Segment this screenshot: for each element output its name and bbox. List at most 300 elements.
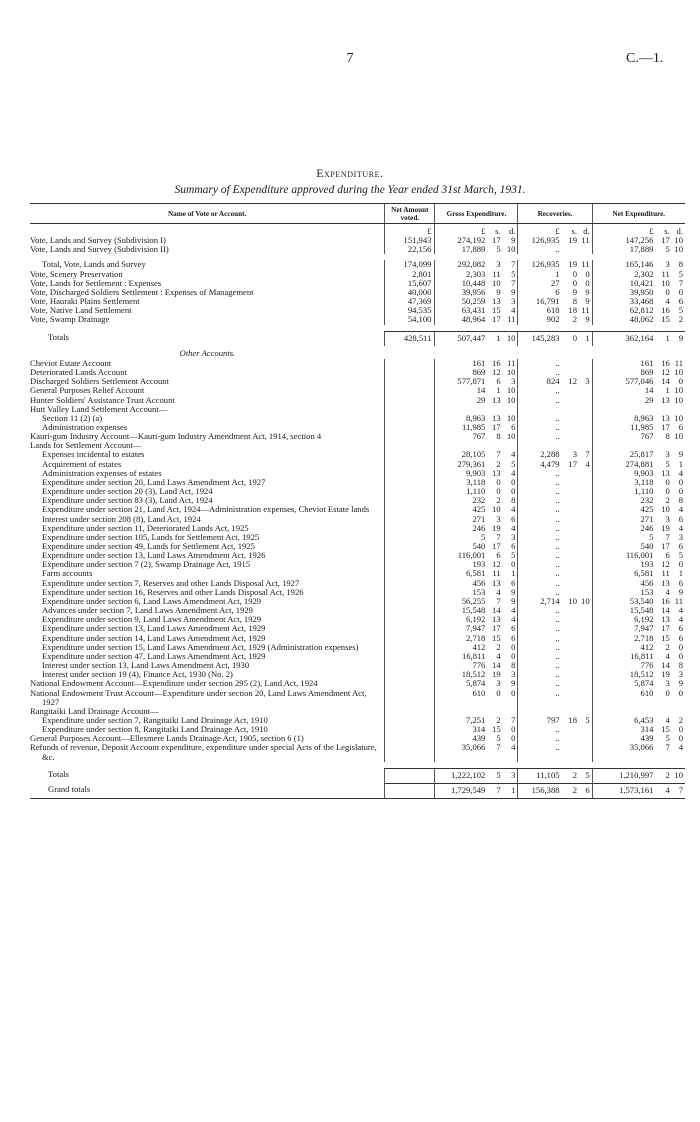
net-expenditure-shillings: 15 bbox=[661, 724, 670, 735]
gross-expenditure-pence: 9 bbox=[511, 235, 516, 246]
recoveries-pounds: .. bbox=[518, 670, 562, 679]
net-expenditure-pence: 0 bbox=[678, 476, 683, 487]
net-expenditure-pounds: 15,548 bbox=[592, 606, 655, 615]
net-amount-voted bbox=[385, 432, 435, 441]
net-expenditure-pounds: 3,118 bbox=[592, 478, 655, 487]
net-amount-voted bbox=[385, 551, 435, 560]
recoveries-shillings bbox=[562, 515, 579, 524]
gross-expenditure-pounds: 279,361 bbox=[435, 460, 487, 469]
gross-expenditure-pounds: 776 bbox=[435, 661, 487, 670]
gross-expenditure-pounds: 9,903 bbox=[435, 469, 487, 478]
gross-expenditure-pounds: 153 bbox=[435, 588, 487, 597]
recoveries-shillings: 2 bbox=[562, 768, 579, 783]
recoveries-shillings bbox=[562, 524, 579, 533]
recoveries-shillings bbox=[562, 606, 579, 615]
header-name: Name of Vote or Account. bbox=[30, 204, 385, 224]
recoveries-pounds: 27 bbox=[518, 279, 562, 288]
gross-expenditure-pounds: 1,110 bbox=[435, 487, 487, 496]
net-expenditure-shillings: 16 bbox=[661, 305, 670, 316]
recoveries-shillings: 0 bbox=[572, 277, 578, 288]
gross-expenditure-shillings: 2 bbox=[496, 714, 501, 725]
net-amount-voted bbox=[385, 734, 435, 743]
gross-expenditure-pence: 11 bbox=[507, 314, 516, 325]
net-amount-voted bbox=[385, 588, 435, 597]
net-expenditure-shillings: 13 bbox=[661, 394, 670, 405]
net-expenditure-pounds: 246 bbox=[592, 524, 655, 533]
recoveries-shillings bbox=[562, 743, 579, 761]
gross-expenditure-shillings: 13 bbox=[492, 412, 501, 423]
net-amount-voted: 151,943 bbox=[385, 236, 435, 245]
recoveries-pounds: .. bbox=[518, 661, 562, 670]
net-expenditure-pence: 10 bbox=[674, 367, 683, 378]
gross-expenditure-pence: 4 bbox=[511, 449, 516, 460]
net-amount-voted: 174,099 bbox=[385, 260, 435, 269]
net-expenditure-shillings: 17 bbox=[661, 421, 670, 432]
table-header-row bbox=[30, 204, 685, 224]
account-row bbox=[30, 560, 685, 569]
net-expenditure-pence: 6 bbox=[678, 623, 683, 634]
net-expenditure-pounds: 165,146 bbox=[592, 260, 655, 269]
recoveries-shillings bbox=[562, 569, 579, 578]
recoveries-shillings: 18 bbox=[568, 305, 578, 316]
row-name: Section 11 (2) (a) bbox=[42, 412, 103, 423]
recoveries-pounds: .. bbox=[518, 689, 562, 707]
recoveries-shillings bbox=[562, 679, 579, 688]
net-expenditure-shillings: 13 bbox=[661, 577, 670, 588]
recoveries-pounds: 618 bbox=[518, 306, 562, 315]
net-amount-voted bbox=[385, 579, 435, 588]
net-expenditure-shillings: 0 bbox=[665, 486, 670, 497]
recoveries-shillings bbox=[562, 652, 579, 661]
gross-expenditure-shillings: 11 bbox=[492, 268, 501, 279]
gross-expenditure-pounds: 274,192 bbox=[435, 236, 487, 245]
recoveries-pounds: .. bbox=[518, 487, 562, 496]
recoveries-shillings bbox=[562, 487, 579, 496]
recoveries-pence bbox=[579, 652, 592, 661]
net-expenditure-pence: 8 bbox=[678, 495, 683, 506]
table-body bbox=[30, 224, 685, 799]
net-expenditure-shillings: 8 bbox=[665, 431, 670, 442]
row-name: Expenditure under section 11, Deteriorated Lands Act, 1925 bbox=[42, 522, 249, 533]
gross-expenditure-pence: 10 bbox=[506, 385, 516, 396]
gross-expenditure-pence: 9 bbox=[511, 286, 516, 297]
recoveries-shillings bbox=[562, 432, 579, 441]
recoveries-pounds: .. bbox=[518, 396, 562, 405]
row-name: Administration expenses of estates bbox=[42, 467, 162, 478]
gross-expenditure-pounds: 246 bbox=[435, 524, 487, 533]
recoveries-pence: 11 bbox=[581, 235, 590, 246]
section-heading-row bbox=[30, 346, 685, 359]
gross-expenditure-pence: 0 bbox=[511, 486, 516, 497]
net-expenditure-pounds: 314 bbox=[592, 725, 655, 734]
gross-expenditure-pence: 3 bbox=[511, 376, 516, 387]
recoveries-pence bbox=[579, 661, 592, 670]
net-expenditure-pounds: 33,468 bbox=[592, 297, 655, 306]
recoveries-pounds: 4,479 bbox=[518, 460, 562, 469]
recoveries-shillings: 8 bbox=[572, 296, 578, 307]
net-amount-voted: 22,156 bbox=[385, 245, 435, 254]
net-amount-voted bbox=[385, 386, 435, 395]
recoveries-pence bbox=[579, 743, 592, 761]
net-expenditure-pence: 1 bbox=[678, 568, 683, 579]
gross-expenditure-pounds: 10,448 bbox=[435, 279, 487, 288]
gross-expenditure-shillings: 19 bbox=[492, 522, 501, 533]
gross-expenditure-pence: 4 bbox=[511, 522, 516, 533]
net-expenditure-pounds: 18,512 bbox=[592, 670, 655, 679]
net-amount-voted bbox=[385, 725, 435, 734]
gross-expenditure-pence: 0 bbox=[511, 650, 516, 661]
net-expenditure-shillings: 17 bbox=[661, 623, 670, 634]
row-name: Totals bbox=[48, 769, 69, 780]
row-name: Expenditure under section 8, Rangitaiki Land Drainage Act, 1910 bbox=[42, 724, 268, 735]
recoveries-pounds: .. bbox=[518, 679, 562, 688]
net-amount-voted: 428,511 bbox=[385, 331, 435, 346]
currency-pence: d. bbox=[508, 226, 516, 236]
net-expenditure-shillings: 5 bbox=[665, 244, 670, 255]
net-expenditure-shillings: 16 bbox=[661, 357, 670, 368]
recoveries-pounds: .. bbox=[518, 560, 562, 569]
net-expenditure-shillings: 4 bbox=[655, 783, 671, 798]
net-expenditure-pence: 10 bbox=[674, 235, 683, 246]
row-name: General Purposes Account—Ellesmere Lands Drainage Act, 1905, section 6 (1) bbox=[30, 733, 304, 744]
net-amount-voted bbox=[385, 624, 435, 633]
gross-expenditure-pence: 3 bbox=[511, 296, 516, 307]
net-expenditure-shillings: 2 bbox=[665, 641, 670, 652]
recoveries-shillings bbox=[562, 734, 579, 743]
net-expenditure-pence: 4 bbox=[678, 742, 683, 753]
gross-expenditure-pence: 0 bbox=[511, 724, 516, 735]
net-expenditure-shillings: 3 bbox=[665, 678, 670, 689]
row-name: Expenditure under section 47, Land Laws Amendment Act, 1929 bbox=[42, 650, 266, 661]
net-expenditure-pounds: 147,256 bbox=[592, 236, 655, 245]
gross-expenditure-pence: 10 bbox=[503, 331, 518, 346]
gross-expenditure-shillings: 14 bbox=[492, 660, 501, 671]
net-expenditure-pounds: 1,573,161 bbox=[592, 783, 655, 798]
gross-expenditure-pounds: 1,729,549 bbox=[435, 783, 487, 798]
net-expenditure-pence: 10 bbox=[672, 768, 685, 783]
row-name: Expenditure under section 15, Land Laws Amendment Act, 1929 (Administration expenses) bbox=[42, 641, 359, 652]
recoveries-pence bbox=[579, 245, 592, 254]
row-name: Interest under section 19 (4), Finance Act, 1930 (No. 2) bbox=[42, 669, 233, 680]
recoveries-pounds: .. bbox=[518, 588, 562, 597]
net-expenditure-pence: 9 bbox=[678, 449, 683, 460]
net-expenditure-pounds: 62,812 bbox=[592, 306, 655, 315]
recoveries-shillings bbox=[562, 615, 579, 624]
recoveries-shillings: 3 bbox=[572, 449, 578, 460]
gross-expenditure-shillings: 13 bbox=[492, 577, 501, 588]
net-expenditure-shillings: 0 bbox=[665, 687, 670, 698]
net-expenditure-pounds: 456 bbox=[592, 579, 655, 588]
row-name: Hutt Valley Land Settlement Account— bbox=[30, 403, 168, 414]
recoveries-pounds: .. bbox=[518, 359, 562, 368]
gross-expenditure-pounds: 11,985 bbox=[435, 423, 487, 432]
net-expenditure-pounds: 153 bbox=[592, 588, 655, 597]
gross-expenditure-pounds: 161 bbox=[435, 359, 487, 368]
recoveries-pounds: .. bbox=[518, 743, 562, 761]
recoveries-pence bbox=[579, 579, 592, 588]
gross-expenditure-pence: 8 bbox=[511, 495, 516, 506]
net-expenditure-pence: 8 bbox=[678, 660, 683, 671]
gross-expenditure-pounds: 35,066 bbox=[435, 743, 487, 761]
gross-expenditure-pounds: 6,192 bbox=[435, 615, 487, 624]
net-expenditure-pounds: 274,881 bbox=[592, 460, 655, 469]
gross-expenditure-pence: 10 bbox=[506, 394, 516, 405]
gross-expenditure-pence: 5 bbox=[511, 458, 516, 469]
net-expenditure-shillings: 15 bbox=[661, 314, 670, 325]
empty-cell bbox=[562, 405, 579, 414]
net-expenditure-pounds: 35,066 bbox=[592, 743, 655, 761]
currency-shillings: s. bbox=[571, 226, 578, 236]
recoveries-pence bbox=[579, 734, 592, 743]
gross-expenditure-pounds: 439 bbox=[435, 734, 487, 743]
net-expenditure-pence: 8 bbox=[678, 259, 683, 270]
gross-expenditure-pence: 4 bbox=[511, 305, 516, 316]
net-amount-voted: 15,607 bbox=[385, 279, 435, 288]
net-expenditure-pounds: 39,950 bbox=[592, 288, 655, 297]
recoveries-pounds: .. bbox=[518, 615, 562, 624]
net-expenditure-shillings: 4 bbox=[665, 714, 670, 725]
gross-expenditure-pence: 0 bbox=[511, 641, 516, 652]
net-expenditure-pence: 4 bbox=[678, 605, 683, 616]
recoveries-shillings bbox=[562, 560, 579, 569]
row-name: Hunter Soldiers' Assistance Trust Account bbox=[30, 394, 175, 405]
net-amount-voted bbox=[385, 634, 435, 643]
row-name: Vote, Discharged Soldiers Settlement : Expenses of Management bbox=[30, 286, 254, 297]
gross-expenditure-shillings: 10 bbox=[492, 277, 501, 288]
gross-expenditure-pence: 9 bbox=[511, 586, 516, 597]
gross-expenditure-shillings: 1 bbox=[487, 331, 502, 346]
recoveries-pence bbox=[579, 515, 592, 524]
recoveries-pence bbox=[579, 396, 592, 405]
net-expenditure-shillings: 0 bbox=[665, 286, 670, 297]
net-expenditure-shillings: 3 bbox=[665, 513, 670, 524]
header-net-amount-voted: Net Amount voted. bbox=[385, 204, 435, 224]
net-expenditure-shillings: 14 bbox=[661, 605, 670, 616]
net-expenditure-pounds: 5,874 bbox=[592, 679, 655, 688]
row-name: Deteriorated Lands Account bbox=[30, 367, 127, 378]
gross-expenditure-pence: 1 bbox=[503, 783, 518, 798]
gross-expenditure-shillings: 2 bbox=[496, 641, 501, 652]
header-recoveries: Recoveries. bbox=[518, 204, 592, 224]
gross-expenditure-shillings: 17 bbox=[492, 314, 501, 325]
row-name: Total, Vote, Lands and Survey bbox=[42, 259, 146, 270]
net-expenditure-pence: 6 bbox=[678, 632, 683, 643]
recoveries-pence: 5 bbox=[579, 768, 592, 783]
recoveries-pence: 1 bbox=[579, 331, 592, 346]
gross-expenditure-pounds: 425 bbox=[435, 505, 487, 514]
net-expenditure-pence: 0 bbox=[678, 650, 683, 661]
gross-expenditure-shillings: 19 bbox=[492, 669, 501, 680]
recoveries-pounds: .. bbox=[518, 432, 562, 441]
net-expenditure-pounds: 767 bbox=[592, 432, 655, 441]
row-name: Expenses incidental to estates bbox=[42, 449, 145, 460]
gross-expenditure-pence: 5 bbox=[511, 550, 516, 561]
gross-expenditure-shillings: 4 bbox=[496, 650, 501, 661]
net-expenditure-pence: 0 bbox=[678, 724, 683, 735]
gross-expenditure-pence: 10 bbox=[506, 431, 516, 442]
net-amount-voted bbox=[385, 533, 435, 542]
net-expenditure-pounds: 577,046 bbox=[592, 377, 655, 386]
recoveries-pence: 5 bbox=[585, 714, 590, 725]
recoveries-pence: 10 bbox=[581, 595, 590, 606]
recoveries-pence bbox=[579, 542, 592, 551]
gross-expenditure-pounds: 1,222,102 bbox=[435, 768, 487, 783]
row-name: Expenditure under section 9, Land Laws Amendment Act, 1929 bbox=[42, 614, 262, 625]
gross-expenditure-shillings: 15 bbox=[492, 305, 501, 316]
net-expenditure-pence: 0 bbox=[678, 687, 683, 698]
net-amount-voted bbox=[385, 368, 435, 377]
account-row bbox=[30, 689, 685, 707]
recoveries-pounds: 902 bbox=[518, 315, 562, 324]
recoveries-shillings bbox=[562, 542, 579, 551]
recoveries-pounds: .. bbox=[518, 469, 562, 478]
gross-expenditure-pence: 0 bbox=[511, 687, 516, 698]
row-name: Vote, Lands and Survey (Subdivision II) bbox=[30, 244, 169, 255]
recoveries-pence bbox=[579, 423, 592, 432]
gross-expenditure-shillings: 17 bbox=[492, 421, 501, 432]
recoveries-pence bbox=[579, 414, 592, 423]
gross-expenditure-pounds: 456 bbox=[435, 579, 487, 588]
net-amount-voted bbox=[385, 496, 435, 505]
recoveries-pence bbox=[579, 505, 592, 514]
row-name: Advances under section 7, Land Laws Amendment Act, 1929 bbox=[42, 605, 253, 616]
net-expenditure-pence: 0 bbox=[678, 286, 683, 297]
row-name: National Endowment Account—Expenditure under section 295 (2), Land Act, 1924 bbox=[30, 678, 318, 689]
recoveries-shillings: 12 bbox=[568, 376, 578, 387]
row-name: Vote, Lands for Settlement : Expenses bbox=[30, 277, 162, 288]
recoveries-pounds: .. bbox=[518, 634, 562, 643]
gross-expenditure-pence: 0 bbox=[511, 733, 516, 744]
net-expenditure-pence: 4 bbox=[678, 504, 683, 515]
net-amount-voted bbox=[385, 478, 435, 487]
net-expenditure-pounds: 29 bbox=[592, 396, 655, 405]
gross-expenditure-pounds: 5,874 bbox=[435, 679, 487, 688]
gross-expenditure-pounds: 56,255 bbox=[435, 597, 487, 606]
gross-expenditure-pence: 6 bbox=[511, 541, 516, 551]
gross-expenditure-pounds: 540 bbox=[435, 542, 487, 551]
row-name: Discharged Soldiers Settlement Account bbox=[30, 376, 169, 387]
net-expenditure-pence: 4 bbox=[678, 522, 683, 533]
row-name: Expenditure under section 6, Land Laws Amendment Act, 1929 bbox=[42, 595, 262, 606]
recoveries-pounds: .. bbox=[518, 652, 562, 661]
net-expenditure-pence: 6 bbox=[678, 541, 683, 551]
recoveries-pence bbox=[579, 634, 592, 643]
net-amount-voted bbox=[385, 542, 435, 551]
net-amount-voted bbox=[385, 597, 435, 606]
net-expenditure-pence: 9 bbox=[678, 586, 683, 597]
recoveries-pounds: .. bbox=[518, 368, 562, 377]
gross-expenditure-shillings: 13 bbox=[492, 614, 501, 625]
net-expenditure-shillings: 7 bbox=[665, 742, 670, 753]
recoveries-pence: 7 bbox=[585, 449, 590, 460]
recoveries-pence: 9 bbox=[585, 286, 590, 297]
net-expenditure-shillings: 4 bbox=[665, 650, 670, 661]
net-expenditure-pence: 2 bbox=[678, 714, 683, 725]
recoveries-shillings bbox=[562, 386, 579, 395]
gross-expenditure-pounds: 5 bbox=[435, 533, 487, 542]
recoveries-shillings bbox=[562, 661, 579, 670]
row-name: Acquirement of estates bbox=[42, 458, 122, 469]
net-expenditure-shillings: 19 bbox=[661, 522, 670, 533]
gross-expenditure-shillings: 6 bbox=[496, 376, 501, 387]
gross-expenditure-pence: 4 bbox=[511, 605, 516, 616]
gross-expenditure-pounds: 16,811 bbox=[435, 652, 487, 661]
recoveries-pounds: .. bbox=[518, 515, 562, 524]
recoveries-pounds: 156,388 bbox=[518, 783, 562, 798]
gross-expenditure-pounds: 412 bbox=[435, 643, 487, 652]
gross-expenditure-shillings: 15 bbox=[492, 724, 501, 735]
net-expenditure-pence: 3 bbox=[678, 531, 683, 542]
gross-expenditure-shillings: 1 bbox=[496, 385, 501, 396]
net-amount-voted bbox=[385, 661, 435, 670]
net-expenditure-pence: 0 bbox=[678, 376, 683, 387]
gross-expenditure-shillings: 5 bbox=[487, 768, 502, 783]
net-expenditure-shillings: 2 bbox=[655, 768, 671, 783]
gross-expenditure-pence: 9 bbox=[511, 678, 516, 689]
net-amount-voted bbox=[385, 487, 435, 496]
gross-expenditure-shillings: 7 bbox=[496, 531, 501, 542]
net-expenditure-pence: 10 bbox=[674, 431, 683, 442]
gross-expenditure-shillings: 8 bbox=[496, 431, 501, 442]
recoveries-pence bbox=[579, 615, 592, 624]
recoveries-pence: 4 bbox=[585, 458, 590, 469]
gross-expenditure-pounds: 14 bbox=[435, 386, 487, 395]
recoveries-pence bbox=[579, 560, 592, 569]
net-expenditure-pounds: 1,210,997 bbox=[592, 768, 655, 783]
net-expenditure-pounds: 11,985 bbox=[592, 423, 655, 432]
net-expenditure-shillings: 1 bbox=[655, 331, 671, 346]
recoveries-shillings bbox=[562, 414, 579, 423]
recoveries-shillings bbox=[562, 396, 579, 405]
net-expenditure-shillings: 17 bbox=[661, 235, 670, 246]
gross-expenditure-shillings: 4 bbox=[496, 586, 501, 597]
net-expenditure-pence: 4 bbox=[678, 614, 683, 625]
gross-expenditure-pounds: 193 bbox=[435, 560, 487, 569]
gross-expenditure-shillings: 14 bbox=[492, 605, 501, 616]
net-expenditure-pence: 6 bbox=[678, 421, 683, 432]
row-name: Expenditure under section 21, Land Act, 1924—Administration expenses, Cheviot Estate lands bbox=[42, 504, 370, 515]
gross-expenditure-pounds: 314 bbox=[435, 725, 487, 734]
recoveries-pounds: .. bbox=[518, 606, 562, 615]
gross-expenditure-shillings: 17 bbox=[492, 541, 501, 551]
net-amount-voted bbox=[385, 396, 435, 405]
net-expenditure-shillings: 14 bbox=[661, 376, 670, 387]
recoveries-pence bbox=[579, 689, 592, 707]
gross-expenditure-pence: 6 bbox=[511, 623, 516, 634]
net-expenditure-pounds: 439 bbox=[592, 734, 655, 743]
net-amount-voted bbox=[385, 615, 435, 624]
recoveries-shillings: 10 bbox=[568, 595, 578, 606]
net-amount-voted bbox=[385, 716, 435, 725]
gross-expenditure-pence: 11 bbox=[507, 357, 516, 368]
net-expenditure-pounds: 193 bbox=[592, 560, 655, 569]
net-amount-voted bbox=[385, 743, 435, 761]
recoveries-pounds: 145,283 bbox=[518, 331, 562, 346]
net-amount-voted bbox=[385, 469, 435, 478]
net-amount-voted bbox=[385, 515, 435, 524]
gross-expenditure-shillings: 0 bbox=[496, 486, 501, 497]
gross-expenditure-pence: 7 bbox=[511, 259, 516, 270]
row-name: Expenditure under section 20 (3), Land Act, 1924 bbox=[42, 486, 213, 497]
gross-expenditure-pence: 8 bbox=[511, 660, 516, 671]
gross-expenditure-shillings: 17 bbox=[492, 623, 501, 634]
net-amount-voted bbox=[385, 783, 435, 798]
gross-expenditure-pounds: 577,871 bbox=[435, 377, 487, 386]
net-amount-voted bbox=[385, 460, 435, 469]
recoveries-shillings bbox=[562, 624, 579, 633]
net-expenditure-pence: 4 bbox=[678, 467, 683, 478]
currency-pound: £ bbox=[518, 224, 562, 237]
